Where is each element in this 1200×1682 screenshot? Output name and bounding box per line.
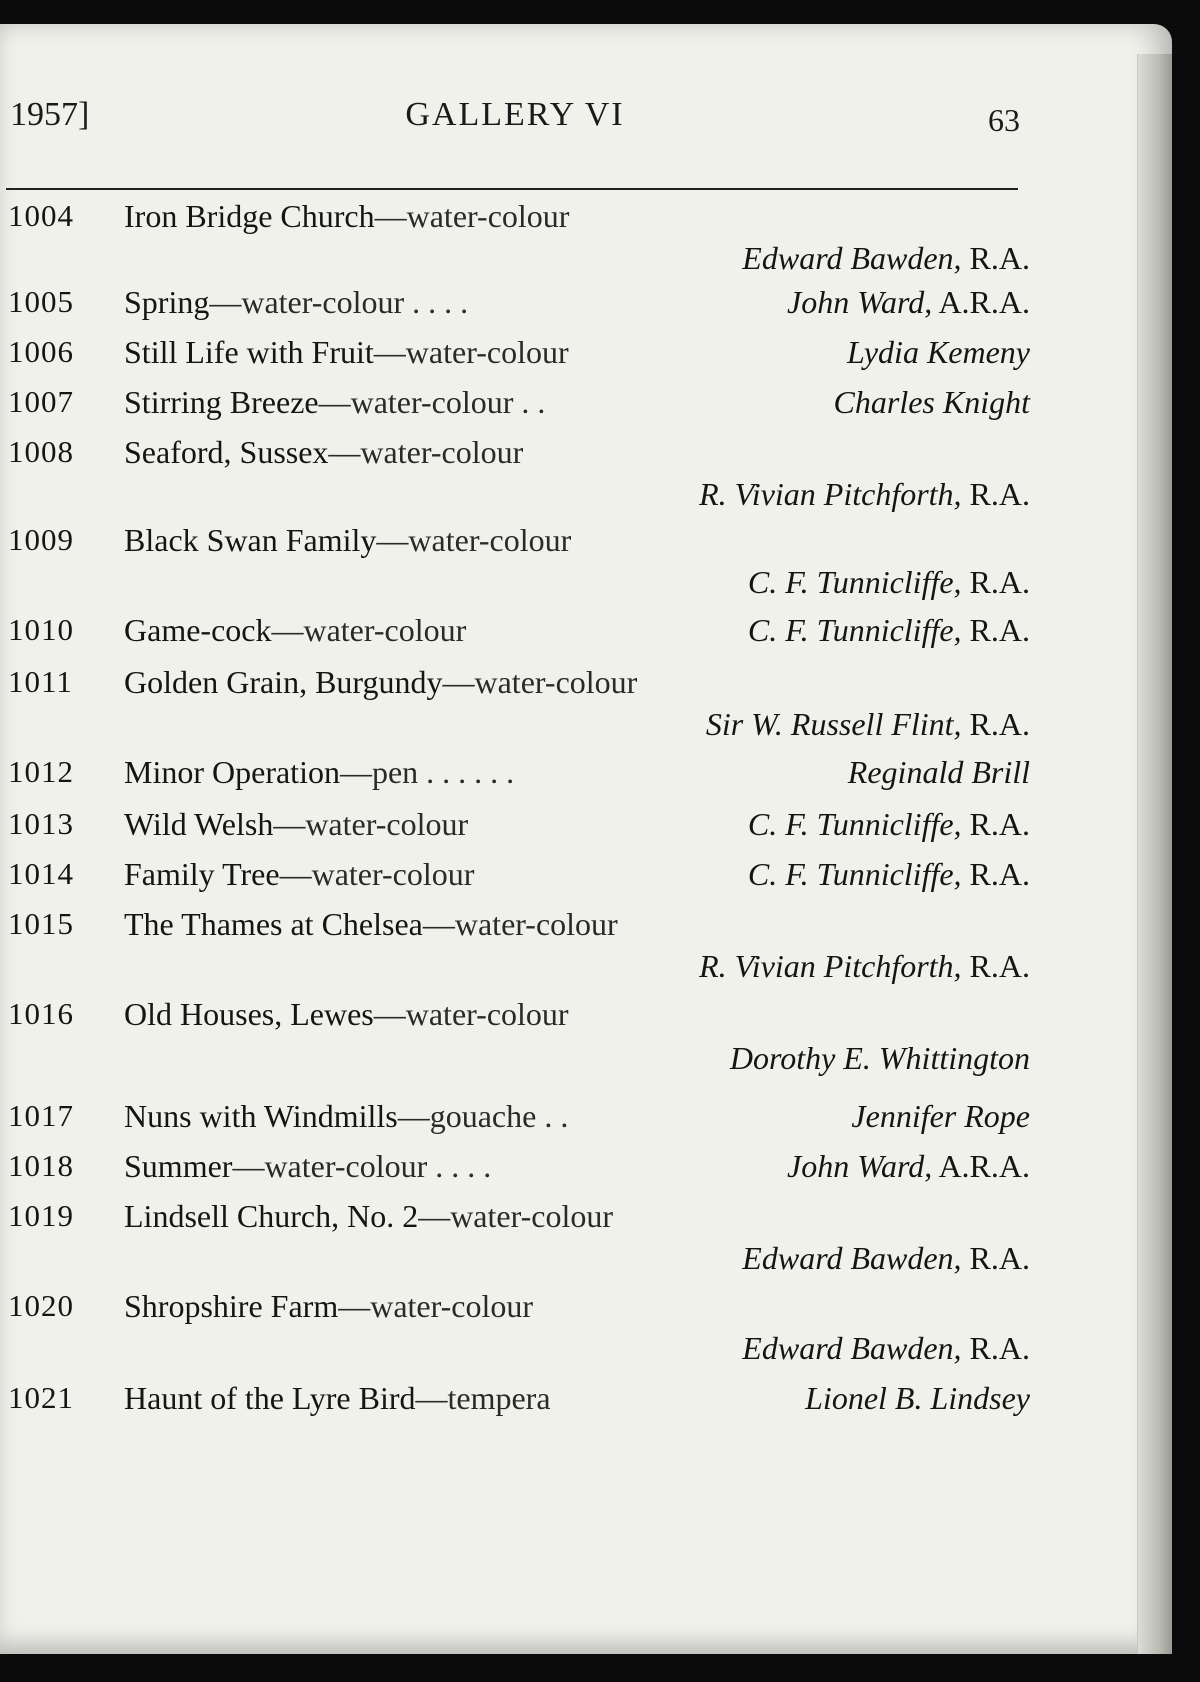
entry-artist <box>848 754 1030 791</box>
entry-title <box>124 1288 533 1325</box>
entry-artist <box>787 284 1030 321</box>
entry-1008-artist-line <box>0 476 1030 520</box>
entry-1009-artist-line <box>0 564 1030 608</box>
entry-1020-artist-line <box>0 1330 1030 1374</box>
entry-title <box>124 664 637 701</box>
entry-artist <box>706 706 1030 743</box>
entry-1013 <box>0 806 1030 850</box>
artist-honor: A.R.A. <box>932 284 1030 320</box>
entry-title-text: Family Tree <box>124 856 280 892</box>
entry-1016-artist-line <box>0 1040 1030 1084</box>
entry-1016 <box>0 996 1030 1040</box>
entry-1017 <box>0 1098 1030 1142</box>
artist-name: Jennifer Rope <box>851 1098 1030 1134</box>
artist-name: Charles Knight <box>833 384 1030 420</box>
entry-title-text: Golden Grain, Burgundy <box>124 664 443 700</box>
artist-name: C. F. Tunnicliffe, <box>747 806 962 842</box>
entry-1019 <box>0 1198 1030 1242</box>
artist-honor: R.A. <box>961 856 1030 892</box>
artist-honor: R.A. <box>961 706 1030 742</box>
artist-honor: R.A. <box>961 948 1030 984</box>
entry-1021 <box>0 1380 1030 1424</box>
artist-name: Edward Bawden, <box>742 1240 962 1276</box>
entry-number: 1020 <box>8 1288 74 1323</box>
entry-number: 1021 <box>8 1380 74 1415</box>
entry-1015-artist-line <box>0 948 1030 992</box>
entry-number: 1016 <box>8 996 74 1031</box>
entry-number: 1019 <box>8 1198 74 1233</box>
entry-title-text: Iron Bridge Church <box>124 198 375 234</box>
entry-1004-artist-line <box>0 240 1030 284</box>
entry-artist <box>699 476 1030 513</box>
entry-number: 1017 <box>8 1098 74 1133</box>
artist-name: C. F. Tunnicliffe, <box>747 612 962 648</box>
artist-honor: R.A. <box>961 1240 1030 1276</box>
entry-number: 1012 <box>8 754 74 789</box>
entry-title-text: Still Life with Fruit <box>124 334 374 370</box>
entry-artist <box>834 384 1030 421</box>
entry-artist <box>742 1330 1030 1367</box>
entry-artist <box>787 1148 1030 1185</box>
entry-title <box>124 1148 491 1185</box>
entry-medium: —water-colour <box>442 664 638 700</box>
artist-name: Lionel B. Lindsey <box>805 1380 1030 1416</box>
entry-title <box>124 434 523 471</box>
entry-medium: —water-colour . . <box>318 384 546 420</box>
artist-honor: R.A. <box>961 806 1030 842</box>
entry-title <box>124 806 468 843</box>
artist-honor: R.A. <box>961 612 1030 648</box>
entry-artist <box>742 1240 1030 1277</box>
artist-name: Edward Bawden, <box>742 240 962 276</box>
entry-title <box>124 612 466 649</box>
entry-title <box>124 856 474 893</box>
entry-1011-artist-line <box>0 706 1030 750</box>
artist-name: C. F. Tunnicliffe, <box>747 564 962 600</box>
entry-1006 <box>0 334 1030 378</box>
header-gallery-title: GALLERY VI <box>405 96 625 133</box>
entry-title-text: Seaford, Sussex <box>124 434 329 470</box>
entry-title-text: Stirring Breeze <box>124 384 319 420</box>
entry-number: 1015 <box>8 906 74 941</box>
entry-title-text: Minor Operation <box>124 754 340 790</box>
entry-title <box>124 1098 568 1135</box>
entry-medium: —water-colour <box>422 906 618 942</box>
entry-number: 1004 <box>8 198 74 233</box>
artist-honor: R.A. <box>961 240 1030 276</box>
entry-title <box>124 522 571 559</box>
entry-title <box>124 284 468 321</box>
artist-name: Dorothy E. Whittington <box>729 1040 1030 1076</box>
entry-1014 <box>0 856 1030 900</box>
entry-medium: —water-colour <box>373 996 569 1032</box>
entry-medium: —water-colour . . . . <box>209 284 469 320</box>
entry-1015 <box>0 906 1030 950</box>
entry-number: 1009 <box>8 522 74 557</box>
entry-1007 <box>0 384 1030 428</box>
entry-1012 <box>0 754 1030 798</box>
header-year: 1957] <box>10 96 90 133</box>
entry-1009 <box>0 522 1030 566</box>
entry-1019-artist-line <box>0 1240 1030 1284</box>
artist-name: Edward Bawden, <box>742 1330 962 1366</box>
entry-title-text: Black Swan Family <box>124 522 377 558</box>
artist-name: C. F. Tunnicliffe, <box>747 856 962 892</box>
artist-name: R. Vivian Pitchforth, <box>699 948 962 984</box>
entry-title-text: Nuns with Windmills <box>124 1098 398 1134</box>
entry-medium: —water-colour . . . . <box>232 1148 492 1184</box>
entry-number: 1018 <box>8 1148 74 1183</box>
entry-medium: —water-colour <box>338 1288 534 1324</box>
entry-artist <box>730 1040 1030 1077</box>
entry-1020 <box>0 1288 1030 1332</box>
entry-1011 <box>0 664 1030 708</box>
entry-number: 1014 <box>8 856 74 891</box>
entry-medium: —water-colour <box>328 434 524 470</box>
entry-title <box>124 906 618 943</box>
entry-title-text: Spring <box>124 284 210 320</box>
entry-medium: —water-colour <box>374 198 570 234</box>
artist-name: Sir W. Russell Flint, <box>705 706 962 742</box>
entry-artist <box>847 334 1030 371</box>
entry-artist <box>748 612 1030 649</box>
entry-title <box>124 334 569 371</box>
entry-title-text: Shropshire Farm <box>124 1288 339 1324</box>
entry-title-text: Wild Welsh <box>124 806 274 842</box>
entry-number: 1006 <box>8 334 74 369</box>
entry-medium: —water-colour <box>373 334 569 370</box>
entry-number: 1010 <box>8 612 74 647</box>
entry-title-text: Old Houses, Lewes <box>124 996 374 1032</box>
entry-1004 <box>0 198 1030 242</box>
entry-1018 <box>0 1148 1030 1192</box>
entry-1008 <box>0 434 1030 478</box>
entry-artist <box>748 856 1030 893</box>
artist-name: Reginald Brill <box>847 754 1030 790</box>
entry-title-text: Haunt of the Lyre Bird <box>124 1380 416 1416</box>
entry-medium: —pen . . . . . . <box>339 754 515 790</box>
entry-medium: —tempera <box>415 1380 551 1416</box>
artist-name: John Ward, <box>787 1148 933 1184</box>
entry-title <box>124 754 514 791</box>
artist-honor: R.A. <box>961 1330 1030 1366</box>
entry-title-text: The Thames at Chelsea <box>124 906 423 942</box>
entry-title <box>124 996 569 1033</box>
entry-medium: —water-colour <box>271 612 467 648</box>
artist-name: John Ward, <box>787 284 933 320</box>
entry-title <box>124 1198 613 1235</box>
entry-artist <box>748 564 1030 601</box>
entry-number: 1013 <box>8 806 74 841</box>
entry-medium: —water-colour <box>418 1198 614 1234</box>
artist-honor: R.A. <box>961 564 1030 600</box>
entry-title <box>124 384 545 421</box>
entry-medium: —water-colour <box>273 806 469 842</box>
entry-title-text: Game-cock <box>124 612 272 648</box>
entry-number: 1008 <box>8 434 74 469</box>
entry-artist <box>742 240 1030 277</box>
entry-medium: —water-colour <box>376 522 572 558</box>
entry-title <box>124 1380 551 1417</box>
entry-number: 1011 <box>8 664 73 699</box>
entry-artist <box>748 806 1030 843</box>
entry-number: 1005 <box>8 284 74 319</box>
entry-number: 1007 <box>8 384 74 419</box>
artist-name: R. Vivian Pitchforth, <box>699 476 962 512</box>
entry-artist <box>699 948 1030 985</box>
artist-name: Lydia Kemeny <box>847 334 1030 370</box>
entry-medium: —gouache . . <box>397 1098 569 1134</box>
entry-1010 <box>0 612 1030 656</box>
entry-artist <box>805 1380 1030 1417</box>
artist-honor: A.R.A. <box>932 1148 1030 1184</box>
entry-title-text: Summer <box>124 1148 233 1184</box>
entry-1005 <box>0 284 1030 328</box>
artist-honor: R.A. <box>961 476 1030 512</box>
entry-artist <box>851 1098 1030 1135</box>
entry-title-text: Lindsell Church, No. 2 <box>124 1198 419 1234</box>
entry-title <box>124 198 569 235</box>
entry-medium: —water-colour <box>279 856 475 892</box>
page-number: 63 <box>988 102 1020 138</box>
